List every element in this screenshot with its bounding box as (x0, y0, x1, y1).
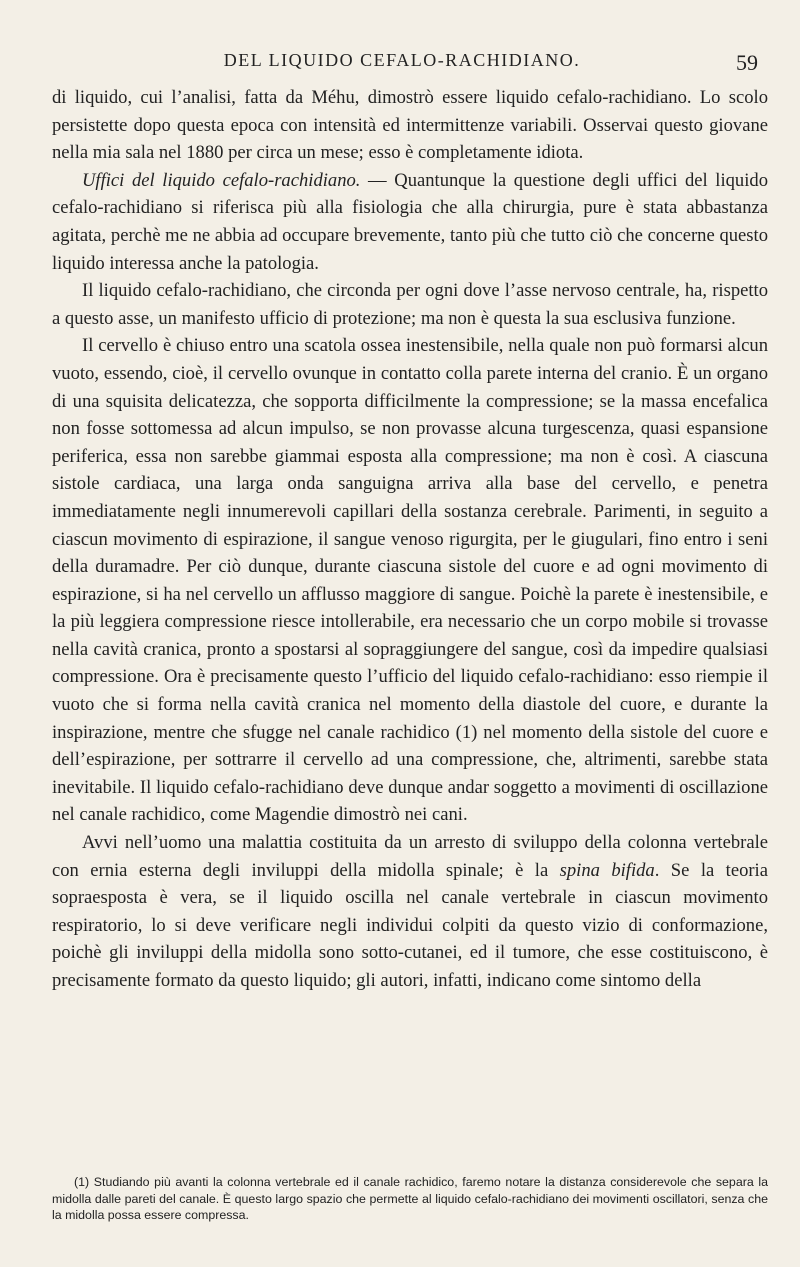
paragraph-4: Il cervello è chiuso entro una scatola ossea inestensibile, nella quale non può formarsi alcun vuoto, essendo, cioè, il cervello ovunque in contatto colla parete interna del cranio. È un organo di una squisita delicatezza, che sopporta difficilmente la compressione; se la massa encefalica non fosse sottomessa ad alcun impulso, se non provasse alcuna turgescenza, quasi espansione periferica, essa non sarebbe giammai esposta alla compressione; ma non è così. A ciascuna sistole cardiaca, una larga onda sanguigna arriva alla base del cervello, e penetra immediatamente negli innumerevoli capillari della sostanza cerebrale. Parimenti, in seguito a ciascun movimento di espirazione, il sangue venoso rigurgita, per le giugulari, fino entro i seni della duramadre. Per ciò dunque, durante ciascuna sistole del cuore e ad ogni movimento di espirazione, si ha nel cervello un afflusso maggiore di sangue. Poichè la parete è inestensibile, e la più leggiera compressione riesce intollerabile, era necessario che un corpo mobile si trovasse nella cavità cranica, pronto a spostarsi al sopraggiungere del sangue, così da impedire qualsiasi compressione. Ora è precisamente questo l’ufficio del liquido cefalo-rachidiano: esso riempie il vuoto che si forma nella cavità cranica nel momento della diastole del cuore, e durante la inspirazione, mentre che sfugge nel canale rachidico (1) nel momento della sistole del cuore e dell’espirazione, per sottrarre il cervello ad una compressione, che, altrimenti, sarebbe stata inevitabile. Il liquido cefalo-rachidiano deve dunque andar soggetto a movimenti di oscillazione nel canale rachidico, come Magendie dimostrò nei cani. (52, 335, 768, 826)
page-number: 59 (736, 50, 758, 75)
footnote: (1) Studiando più avanti la colonna vertebrale ed il canale rachidico, faremo notare la distanza considerevole che separa la midolla dalle pareti del canale. È questo largo spazio che permette al liquido cefalo-rachidiano dei movimenti oscillatori, senza che la midolla possa essere compressa. (52, 1175, 768, 1222)
paragraph-5-text-b: . Se la teoria sopraesposta è vera, se il liquido oscilla nel canale vertebrale in ciascun movimento respiratorio, lo si deve verificare negli individui colpiti da questo vizio di conformazione, poichè gli inviluppi della midolla sono sotto-cutanei, ed il tumore, che esse costituiscono, è precisamente formato da questo liquido; gli autori, infatti, indicano come sintomo della (52, 859, 768, 991)
page-header (44, 50, 760, 80)
running-title: DEL LIQUIDO CEFALO-RACHIDIANO. (223, 50, 581, 70)
paragraph-5 (52, 829, 768, 995)
paragraph-2 (52, 167, 768, 277)
paragraph-2-text: — Quantunque la questione degli uffici del liquido cefalo-rachidiano si riferisca più alla fisiologia che alla chirurgia, pure è stata abbastanza agitata, perchè me ne abbia ad occupare brevemente, tanto più che tutto ciò che concerne questo liquido interessa anche la patologia. (52, 169, 768, 274)
paragraph-5-text-a: Avvi nell’uomo una malattia costituita da un arresto di sviluppo della colonna vertebrale con ernia esterna degli inviluppi della midolla spinale; è la (52, 832, 768, 881)
body-text (52, 84, 768, 995)
paragraph-3: Il liquido cefalo-rachidiano, che circonda per ogni dove l’asse nervoso centrale, ha, rispetto a questo asse, un manifesto ufficio di protezione; ma non è questa la sua esclusiva funzione. (52, 280, 768, 329)
paragraph-1: di liquido, cui l’analisi, fatta da Méhu, dimostrò essere liquido cefalo-rachidiano. Lo scolo persistette dopo questa epoca con intensità ed intermittenze variabili. Osservai questo giovane nella mia sala nel 1880 per circa un mese; esso è completamente idiota. (52, 87, 768, 164)
section-heading-uffici: Uffici del liquido cefalo-rachidiano. (82, 169, 361, 191)
term-spina-bifida: spina bifida (559, 859, 655, 881)
